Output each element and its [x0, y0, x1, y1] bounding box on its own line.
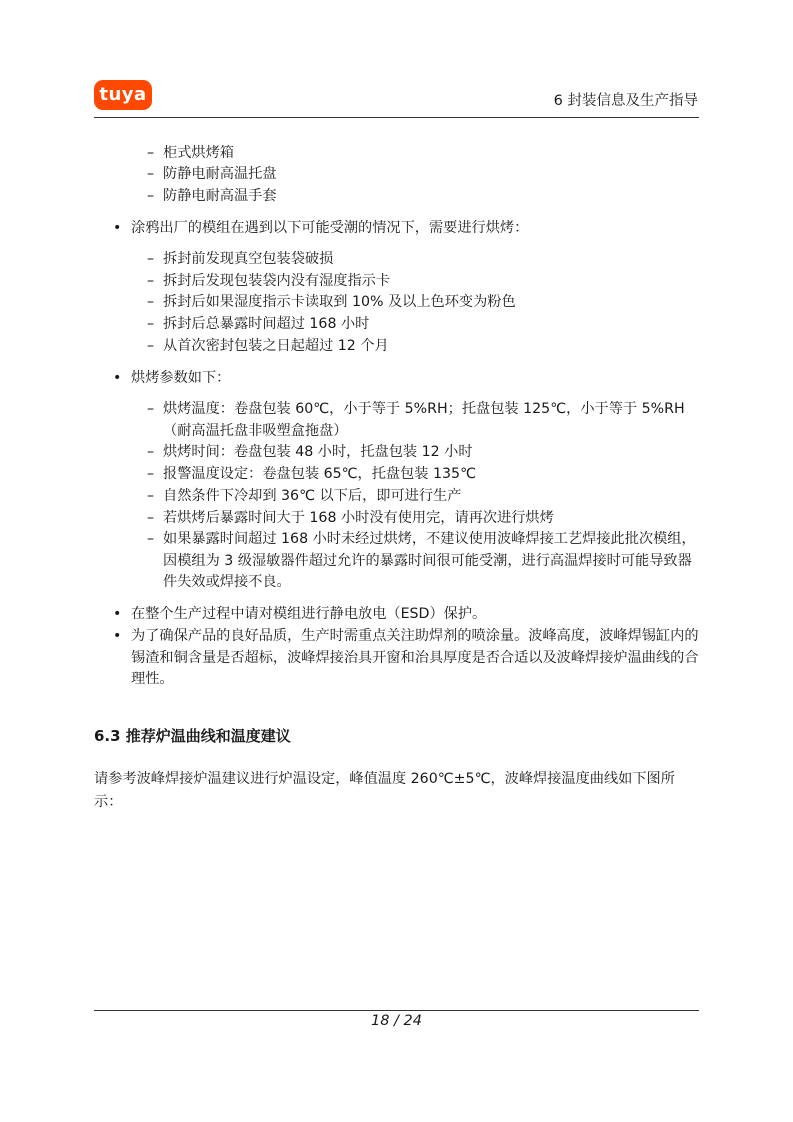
page-number: 18 / 24 — [370, 1013, 422, 1029]
bullet-marker: • — [113, 606, 122, 622]
header-divider — [94, 117, 699, 118]
list-item-text: 拆封后总暴露时间超过 168 小时 — [163, 316, 370, 332]
bullet-marker: • — [113, 628, 122, 644]
dash-marker: – — [147, 466, 155, 482]
dash-marker: – — [147, 273, 155, 289]
bullet-item — [113, 626, 703, 691]
dash-marker: – — [147, 145, 155, 161]
dash-marker: – — [147, 251, 155, 267]
list-item-text: 柜式烘烤箱 — [163, 145, 234, 161]
list-item-text: 拆封前发现真空包装袋破损 — [163, 251, 334, 267]
list-item-text: 拆封后发现包装袋内没有湿度指示卡 — [163, 273, 391, 289]
bullet-text: 烘烤参数如下： — [131, 370, 231, 386]
tuya-logo: tuya — [94, 80, 152, 110]
dash-marker: – — [147, 188, 155, 204]
dash-marker: – — [147, 316, 155, 332]
list-item-text: 如果暴露时间超过 168 小时未经过烘烤，不建议使用波峰焊接工艺焊接此批次模组，因模组为 3 级湿敏器件超过允许的暴露时间很可能受潮，进行高温焊接时可能导致器件失效或焊接不良。 — [163, 531, 696, 590]
chapter-title: 6 封装信息及生产指导 — [553, 93, 698, 109]
bullet-marker: • — [113, 220, 122, 236]
list-item-text: 烘烤时间：卷盘包装 48 小时，托盘包装 12 小时 — [163, 444, 473, 460]
dash-marker: – — [147, 166, 155, 182]
list-item-text: 防静电耐高温托盘 — [163, 166, 277, 182]
list-item-text: 从首次密封包装之日起超过 12 个月 — [163, 338, 389, 354]
bullet-item — [113, 604, 703, 626]
dash-marker: – — [147, 338, 155, 354]
bullet-item — [113, 368, 703, 390]
dash-marker: – — [147, 401, 155, 417]
bullet-item — [113, 218, 703, 240]
list-item-text: 若烘烤后暴露时间大于 168 小时没有使用完，请再次进行烘烤 — [163, 510, 554, 526]
list-item-text: 拆封后如果湿度指示卡读取到 10% 及以上色环变为粉色 — [163, 294, 516, 310]
list-item-text: 自然条件下冷却到 36℃ 以下后，即可进行生产 — [163, 488, 462, 504]
list-item — [147, 399, 702, 442]
list-item — [147, 529, 702, 594]
section-heading: 6.3 推荐炉温曲线和温度建议 — [94, 727, 291, 745]
dash-marker: – — [147, 444, 155, 460]
dash-marker: – — [147, 531, 155, 547]
dash-marker: – — [147, 294, 155, 310]
section-paragraph: 请参考波峰焊接炉温建议进行炉温设定，峰值温度 260℃±5℃，波峰焊接温度曲线如下图所示： — [94, 771, 675, 810]
list-item-text: 防静电耐高温手套 — [163, 188, 277, 204]
bullet-text: 在整个生产过程中请对模组进行静电放电（ESD）保护。 — [131, 606, 487, 622]
bullet-text: 为了确保产品的良好品质，生产时需重点关注助焊剂的喷涂量。波峰高度，波峰焊锡缸内的锡渣和铜含量是否超标，波峰焊接治具开窗和治具厚度是否合适以及波峰焊接炉温曲线的合理性。 — [131, 628, 699, 687]
footer-divider — [94, 1010, 699, 1011]
list-item-text: 烘烤温度：卷盘包装 60℃，小于等于 5%RH；托盘包装 125℃，小于等于 5%RH（耐高温托盘非吸塑盒拖盘） — [163, 401, 685, 439]
dash-marker: – — [147, 510, 155, 526]
bullet-text: 涂鸦出厂的模组在遇到以下可能受潮的情况下，需要进行烘烤： — [131, 220, 529, 236]
dash-marker: – — [147, 488, 155, 504]
list-item-text: 报警温度设定：卷盘包装 65℃，托盘包装 135℃ — [163, 466, 477, 482]
bullet-marker: • — [113, 370, 122, 386]
